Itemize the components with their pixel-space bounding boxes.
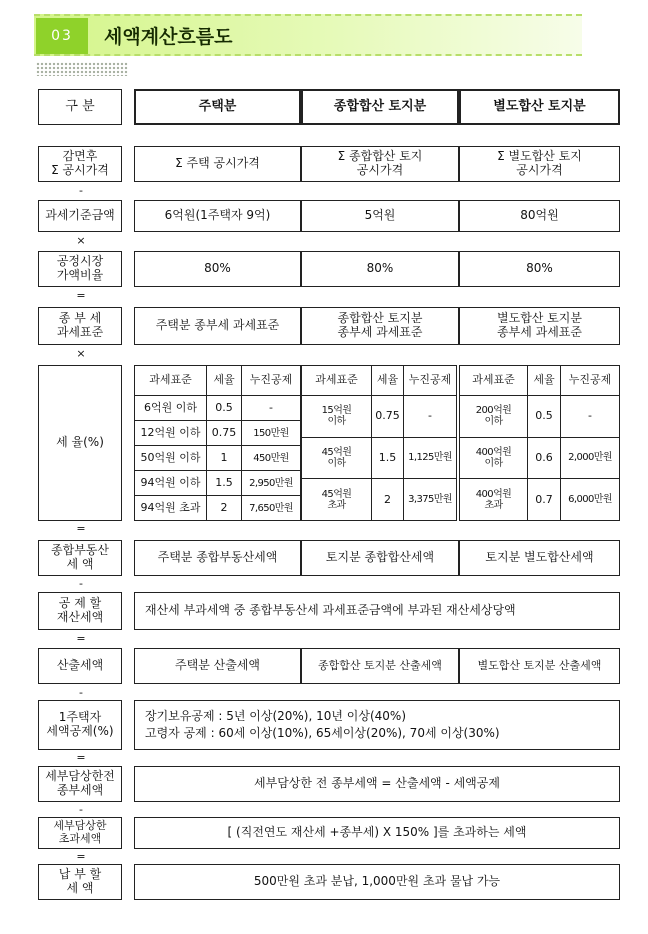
operator-minus: - xyxy=(79,184,83,197)
rate-header-base: 과세표준 xyxy=(302,366,372,396)
rate-cell: 0.75 xyxy=(372,396,404,438)
operator-equals: = xyxy=(76,522,86,535)
senior-credit: 고령자 공제 : 60세 이상(10%), 65세이상(20%), 70세 이상(30%) xyxy=(145,725,500,740)
single-home-credit-box xyxy=(134,700,620,750)
column-header-general-land: 종합합산 토지분 xyxy=(301,89,459,125)
rate-cell: 0.7 xyxy=(528,479,561,521)
rate-cell: 400억원 초과 xyxy=(460,479,528,521)
operator-minus: - xyxy=(79,803,83,816)
operator-multiply: × xyxy=(76,347,86,360)
ratio-separate-land: 80% xyxy=(459,251,620,287)
price-housing: Σ 주택 공시가격 xyxy=(134,146,301,182)
tax-amount-separate-land: 토지분 별도합산세액 xyxy=(459,540,620,576)
rate-table-general-land xyxy=(301,365,457,521)
column-header-housing: 주택분 xyxy=(134,89,301,125)
column-header-separate-land: 별도합산 토지분 xyxy=(459,89,620,125)
tax-rate-tables xyxy=(134,365,620,521)
section-header xyxy=(34,10,584,60)
rate-cell: 400억원 이하 xyxy=(460,437,528,479)
price-separate-land: Σ 별도합산 토지 공시가격 xyxy=(459,146,620,182)
row-label-before-cap: 세부담상한전 종부세액 xyxy=(38,766,122,802)
operator-minus: - xyxy=(79,577,83,590)
dotted-pattern xyxy=(36,62,128,76)
rate-cell: 15억원 이하 xyxy=(302,396,372,438)
rate-cell: 2 xyxy=(207,496,242,521)
rate-cell: 0.5 xyxy=(528,396,561,438)
rate-cell: 2 xyxy=(372,479,404,521)
tax-amount-general-land: 토지분 종합합산세액 xyxy=(301,540,459,576)
rate-cell: 45억원 이하 xyxy=(302,437,372,479)
operator-equals: = xyxy=(76,632,86,645)
rate-cell: 2,950만원 xyxy=(242,471,301,496)
rate-cell: 150만원 xyxy=(242,421,301,446)
section-title: 세액계산흐름도 xyxy=(104,26,233,48)
section-number: 03 xyxy=(36,18,88,54)
calculated-tax-separate-land: 별도합산 토지분 산출세액 xyxy=(459,648,620,684)
payable-tax-text: 500만원 초과 분납, 1,000만원 초과 물납 가능 xyxy=(134,864,620,900)
calculated-tax-housing: 주택분 산출세액 xyxy=(134,648,301,684)
rate-header-deduction: 누진공제 xyxy=(561,366,620,396)
rate-cell: 50억원 이하 xyxy=(135,446,207,471)
rate-cell: 1.5 xyxy=(372,437,404,479)
deduction-general-land: 5억원 xyxy=(301,200,459,232)
rate-cell: 6,000만원 xyxy=(561,479,620,521)
price-general-land: Σ 종합합산 토지 공시가격 xyxy=(301,146,459,182)
operator-equals: = xyxy=(76,850,86,863)
row-label-tax-base: 종 부 세 과세표준 xyxy=(38,307,122,345)
rate-header-rate: 세율 xyxy=(372,366,404,396)
rate-cell: - xyxy=(242,396,301,421)
row-label-tax-amount: 종합부동산 세 액 xyxy=(38,540,122,576)
rate-cell: 3,375만원 xyxy=(404,479,457,521)
before-cap-text: 세부담상한 전 종부세액 = 산출세액 - 세액공제 xyxy=(134,766,620,802)
tax-base-separate-land: 별도합산 토지분 종부세 과세표준 xyxy=(459,307,620,345)
rate-cell: 94억원 초과 xyxy=(135,496,207,521)
deduction-separate-land: 80억원 xyxy=(459,200,620,232)
tax-base-housing: 주택분 종부세 과세표준 xyxy=(134,307,301,345)
rate-header-deduction: 누진공제 xyxy=(404,366,457,396)
rate-cell: 7,650만원 xyxy=(242,496,301,521)
deduction-housing: 6억원(1주택자 9억) xyxy=(134,200,301,232)
rate-cell: 0.6 xyxy=(528,437,561,479)
rate-cell: 12억원 이하 xyxy=(135,421,207,446)
operator-minus: - xyxy=(79,686,83,699)
rate-cell: 0.5 xyxy=(207,396,242,421)
operator-equals: = xyxy=(76,751,86,764)
property-tax-credit-text: 재산세 부과세액 중 종합부동산세 과세표준금액에 부과된 재산세상당액 xyxy=(134,592,620,630)
rate-header-rate: 세율 xyxy=(528,366,561,396)
column-header-label: 구 분 xyxy=(38,89,122,125)
long-term-holding-credit: 장기보유공제 : 5년 이상(20%), 10년 이상(40%) xyxy=(145,708,407,723)
rate-cell: 45억원 초과 xyxy=(302,479,372,521)
rate-cell: 450만원 xyxy=(242,446,301,471)
rate-cell: 1.5 xyxy=(207,471,242,496)
row-label-tax-rate: 세 율(%) xyxy=(38,365,122,521)
rate-cell: 94억원 이하 xyxy=(135,471,207,496)
rate-cell: 200억원 이하 xyxy=(460,396,528,438)
row-label-market-ratio: 공정시장 가액비율 xyxy=(38,251,122,287)
rate-cell: 0.75 xyxy=(207,421,242,446)
rate-cell: 2,000만원 xyxy=(561,437,620,479)
rate-cell: - xyxy=(404,396,457,438)
operator-multiply: × xyxy=(76,234,86,247)
rate-cell: 1,125만원 xyxy=(404,437,457,479)
tax-amount-housing: 주택분 종합부동산세액 xyxy=(134,540,301,576)
rate-header-base: 과세표준 xyxy=(460,366,528,396)
rate-header-base: 과세표준 xyxy=(135,366,207,396)
cap-excess-text: [ (직전연도 재산세 +종부세) X 150% ]를 초과하는 세액 xyxy=(134,817,620,849)
rate-table-separate-land xyxy=(459,365,620,521)
tax-base-general-land: 종합합산 토지분 종부세 과세표준 xyxy=(301,307,459,345)
operator-equals: = xyxy=(76,289,86,302)
rate-cell: 6억원 이하 xyxy=(135,396,207,421)
row-label-property-tax-credit: 공 제 할 재산세액 xyxy=(38,592,122,630)
rate-header-rate: 세율 xyxy=(207,366,242,396)
row-label-deduction: 과세기준금액 xyxy=(38,200,122,232)
ratio-housing: 80% xyxy=(134,251,301,287)
row-label-price: 감면후 Σ 공시가격 xyxy=(38,146,122,182)
rate-header-deduction: 누진공제 xyxy=(242,366,301,396)
row-label-calculated-tax: 산출세액 xyxy=(38,648,122,684)
ratio-general-land: 80% xyxy=(301,251,459,287)
row-label-cap-excess: 세부담상한 초과세액 xyxy=(38,817,122,849)
calculated-tax-general-land: 종합합산 토지분 산출세액 xyxy=(301,648,459,684)
row-label-single-home-credit: 1주택자 세액공제(%) xyxy=(38,700,122,750)
rate-cell: 1 xyxy=(207,446,242,471)
row-label-payable-tax: 납 부 할 세 액 xyxy=(38,864,122,900)
rate-cell: - xyxy=(561,396,620,438)
rate-table-housing xyxy=(134,365,301,521)
